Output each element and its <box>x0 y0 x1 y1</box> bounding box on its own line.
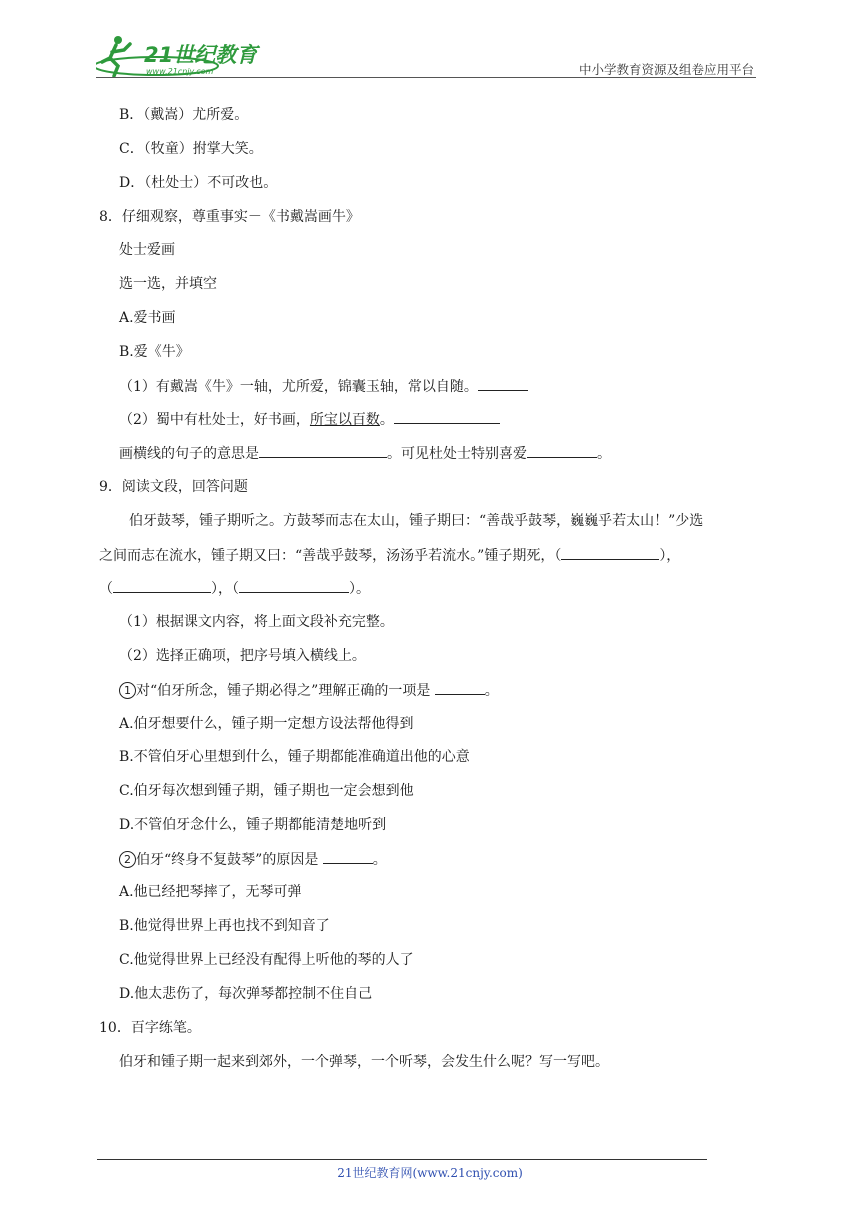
circled-number: 2 <box>119 851 136 868</box>
q9-choice-1-option-d: D.不管伯牙念什么，锺子期都能清楚地听到 <box>119 817 387 833</box>
header-tagline: 中小学教育资源及组卷应用平台 <box>578 62 754 77</box>
q9-passage-line-1: 伯牙鼓琴，锺子期听之。方鼓琴而志在太山，锺子期曰：“善哉乎鼓琴，巍巍乎若太山！”少选 <box>129 513 704 529</box>
answer-blank[interactable] <box>113 578 211 593</box>
q9-choice-2-option-a: A.他已经把琴摔了，无琴可弹 <box>119 884 302 900</box>
answer-blank[interactable] <box>435 680 485 695</box>
q8-fill-c: 。 <box>597 446 611 462</box>
q9-choice-1-option-b: B.不管伯牙心里想到什么，锺子期都能准确道出他的心意 <box>119 749 470 765</box>
q8-subtitle: 处士爱画 <box>119 242 175 258</box>
footer-link[interactable]: 21世纪教育网(www.21cnjy.com) <box>337 1166 523 1180</box>
q8-option-b: B.爱《牛》 <box>119 344 190 360</box>
q9-p3-a: （ <box>99 581 113 597</box>
q8-instruction: 选一选，并填空 <box>119 276 217 292</box>
logo <box>96 32 266 78</box>
answer-blank[interactable] <box>561 545 659 560</box>
q9-subquestion-2: （2）选择正确项，把序号填入横线上。 <box>119 648 366 664</box>
q8-sentence-2-pre: （2）蜀中有杜处士，好书画， <box>119 412 310 428</box>
q9-p3-c: ）。 <box>349 581 370 597</box>
q9-choice-1-option-a: A.伯牙想要什么，锺子期一定想方设法帮他得到 <box>119 716 414 732</box>
answer-blank[interactable] <box>478 376 528 391</box>
answer-blank[interactable] <box>323 849 373 864</box>
q9-choice-1-text: 对“伯牙所念，锺子期必得之”理解正确的一项是 <box>136 683 431 699</box>
answer-blank[interactable] <box>259 443 387 458</box>
logo-text: 21世纪教育 <box>144 43 258 67</box>
q9-p3-b: ），（ <box>211 581 239 597</box>
q8-title: 8．仔细观察，尊重事实－《书戴嵩画牛》 <box>99 209 360 225</box>
q8-option-a: A.爱书画 <box>119 310 176 326</box>
q9-choice-2-end: 。 <box>372 852 387 868</box>
q9-passage-line-2 <box>99 545 680 566</box>
q9-subquestion-1: （1）根据课文内容，将上面文段补充完整。 <box>119 614 394 630</box>
logo-url: www.21cnjy.com <box>146 67 214 76</box>
q8-fill-line <box>119 443 611 464</box>
circled-number: 1 <box>119 682 136 699</box>
q10-title: 10．百字练笔。 <box>99 1020 201 1036</box>
q9-p2-a: 之间而志在流水，锺子期又曰：“善哉乎鼓琴，汤汤乎若流水。”锺子期死，（ <box>99 548 562 564</box>
q9-title: 9．阅读文段，回答问题 <box>99 479 248 495</box>
answer-blank[interactable] <box>239 578 349 593</box>
q9-p2-b: ）， <box>659 548 681 564</box>
q9-choice-2-text: 伯牙“终身不复鼓琴”的原因是 <box>136 852 319 868</box>
q8-fill-b: 。可见杜处士特别喜爱 <box>387 446 527 462</box>
answer-blank[interactable] <box>527 443 597 458</box>
q9-choice-1 <box>119 680 499 701</box>
q7-option-b: B．（戴嵩）尤所爱。 <box>119 107 249 123</box>
q9-passage-line-3 <box>99 578 370 599</box>
q8-sentence-2-post: 。 <box>379 412 394 428</box>
q8-underlined-phrase: 所宝以百数 <box>309 412 380 428</box>
footer-divider <box>97 1159 707 1160</box>
q7-option-d: D．（杜处士）不可改也。 <box>119 175 278 191</box>
page-header <box>96 30 756 78</box>
answer-blank[interactable] <box>394 409 500 424</box>
q9-choice-1-end: 。 <box>484 683 499 699</box>
q9-choice-2-option-c: C.他觉得世界上已经没有配得上听他的琴的人了 <box>119 952 414 968</box>
q9-choice-1-option-c: C.伯牙每次想到锺子期，锺子期也一定会想到他 <box>119 783 414 799</box>
q10-prompt: 伯牙和锺子期一起来到郊外，一个弹琴，一个听琴，会发生什么呢？写一写吧。 <box>119 1054 609 1070</box>
q8-sentence-1 <box>119 376 528 397</box>
q7-option-c: C．（牧童）拊掌大笑。 <box>119 141 263 157</box>
q9-choice-2-option-b: B.他觉得世界上再也找不到知音了 <box>119 918 330 934</box>
q9-choice-2-option-d: D.他太悲伤了，每次弹琴都控制不住自己 <box>119 986 373 1002</box>
header-divider <box>96 77 756 78</box>
q9-choice-2 <box>119 849 387 870</box>
q8-sentence-2 <box>119 409 500 430</box>
q8-sentence-1-text: （1）有戴嵩《牛》一轴，尤所爱，锦囊玉轴，常以自随。 <box>119 379 478 395</box>
q8-fill-a: 画横线的句子的意思是 <box>119 446 259 462</box>
